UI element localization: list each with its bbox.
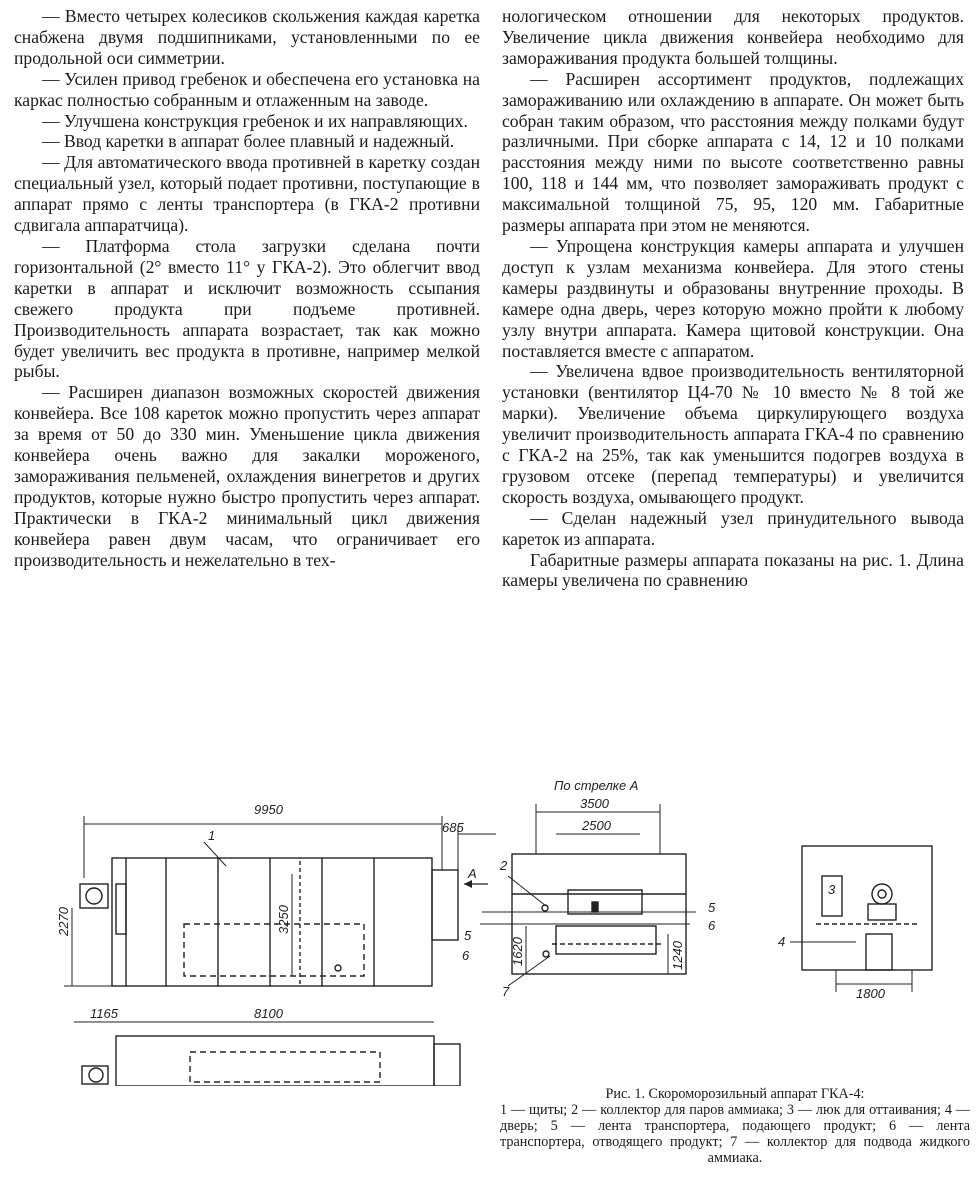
dim-1800: 1800 bbox=[856, 986, 885, 1001]
dim-1240: 1240 bbox=[670, 941, 685, 970]
view-label: По стрелке А bbox=[554, 778, 639, 793]
callout-7: 7 bbox=[502, 984, 510, 999]
paragraph: — Расширен диапазон возможных скоростей движения конвейера. Все 108 кареток можно пропустить через аппарат за время от 50 до 330 мин. Уменьшение цикла движения конвейера очень важно для закалки мороженого, замораживания пельменей, охлаждения винегретов и других продуктов, которые нужно быстро пропустить через аппарат. Практически в ГКА-2 минимальный цикл движения конвейера равен двум часам, что ограничивает его производительность и нежелательно в тех- bbox=[14, 382, 480, 570]
paragraph: — Для автоматического ввода противней в каретку создан специальный узел, который подает противни, поступающие в аппарат прямо с ленты транспортера (в ГКА-2 противни сдвигала аппаратчица). bbox=[14, 152, 480, 236]
arrow-label: А bbox=[468, 866, 477, 881]
paragraph: — Ввод каретки в аппарат более плавный и надежный. bbox=[42, 131, 455, 152]
paragraph: нологическом отношении для некоторых продуктов. Увеличение цикла движения конвейера необходимо для замораживания продукта большей толщины. bbox=[502, 6, 964, 68]
dim-3250: 3250 bbox=[276, 905, 291, 934]
callout-2: 2 bbox=[500, 858, 508, 873]
dim-3500: 3500 bbox=[580, 796, 609, 811]
caption-title: Рис. 1. Скороморозильный аппарат ГКА-4: bbox=[605, 1086, 865, 1102]
callout-1: 1 bbox=[208, 828, 216, 843]
paragraph: — Упрощена конструкция камеры аппарата и улучшен доступ к узлам механизма конвейера. Для этого стены камеры раздвинуты и образованы внутренние проходы. В камере одна дверь, через которую можно пройти к любому узлу внутри аппарата. Камера щитовой конструкции. Она поставляется вместе с аппаратом. bbox=[502, 235, 964, 361]
callout-6-left: 6 bbox=[462, 948, 470, 963]
paragraph: — Усилен привод гребенок и обеспечена его установка на каркас полностью собранным и отлаженным на заводе. bbox=[14, 68, 480, 110]
callout-6-right: 6 bbox=[708, 918, 716, 933]
dim-2270: 2270 bbox=[56, 907, 71, 936]
plan-view bbox=[74, 1022, 460, 1086]
dim-685: 685 bbox=[442, 820, 464, 835]
paragraph: Габаритные размеры аппарата показаны на рис. 1. Длина камеры увеличена по сравнению bbox=[502, 549, 964, 591]
side-view bbox=[64, 816, 496, 986]
paragraph: — Увеличена вдвое производительность вентиляторной установки (вентилятор Ц4-70 № 10 вместо № 8 той же марки). Увеличение объема циркулирующего воздуха увеличит производительность аппарата ГКА-4 по сравнению с ГКА-2 на 25%, так как уменьшится подогрев воздуха в грузовом отсеке (перепад температуры) и увеличится скорость воздуха, омывающего продукт. bbox=[502, 361, 964, 507]
dim-1165: 1165 bbox=[90, 1006, 118, 1021]
figure-caption bbox=[500, 1086, 970, 1166]
paragraph: — Расширен ассортимент продуктов, подлежащих замораживанию или охлаждению в аппарате. Он может быть собран таким образом, что расстояния между полками будут различными. При сборке аппарата с 14, 12 и 10 полками расстояния между ними по высоте соответственно равны 100, 118 и 144 мм, что позволяет замораживать продукт с максимальной толщиной 75, 95, 120 мм. Габаритные размеры аппарата при этом не меняются. bbox=[502, 68, 964, 236]
paragraph: — Сделан надежный узел принудительного вывода кареток из аппарата. bbox=[502, 507, 964, 549]
callout-4: 4 bbox=[778, 934, 786, 949]
callout-5-left: 5 bbox=[464, 928, 472, 943]
dim-2500: 2500 bbox=[582, 818, 611, 833]
text-column-right bbox=[502, 6, 964, 591]
callout-5-right: 5 bbox=[708, 900, 716, 915]
paragraph: — Вместо четырех колесиков скольжения каждая каретка снабжена двумя подшипниками, установленными по ее продольной оси симметрии. bbox=[14, 6, 480, 68]
callout-3: 3 bbox=[828, 882, 836, 897]
dim-1620: 1620 bbox=[510, 937, 525, 966]
paragraph: — Платформа стола загрузки сделана почти горизонтальной (2° вместо 11° у ГКА-2). Это облегчит ввод каретки в аппарат и исключит возможность ссыпания свежего продукта при подъеме противней. Производительность аппарата возрастает, так как можно будет увеличить вес продукта в противне, например мелкой рыбы. bbox=[14, 235, 480, 382]
section-view bbox=[790, 846, 932, 992]
paragraph: — Улучшена конструкция гребенок и их направляющих. bbox=[42, 110, 468, 131]
caption-body: 1 — щиты; 2 — коллектор для паров аммиака; 3 — люк для оттаивания; 4 — дверь; 5 — лента транспортера, подающего продукт; 6 — лента транспортера, отводящего продукт; 7 — коллектор для подвода жидкого аммиака. bbox=[500, 1102, 970, 1166]
dim-9950: 9950 bbox=[254, 802, 283, 817]
dim-8100: 8100 bbox=[254, 1006, 283, 1021]
text-column-left bbox=[14, 6, 480, 570]
